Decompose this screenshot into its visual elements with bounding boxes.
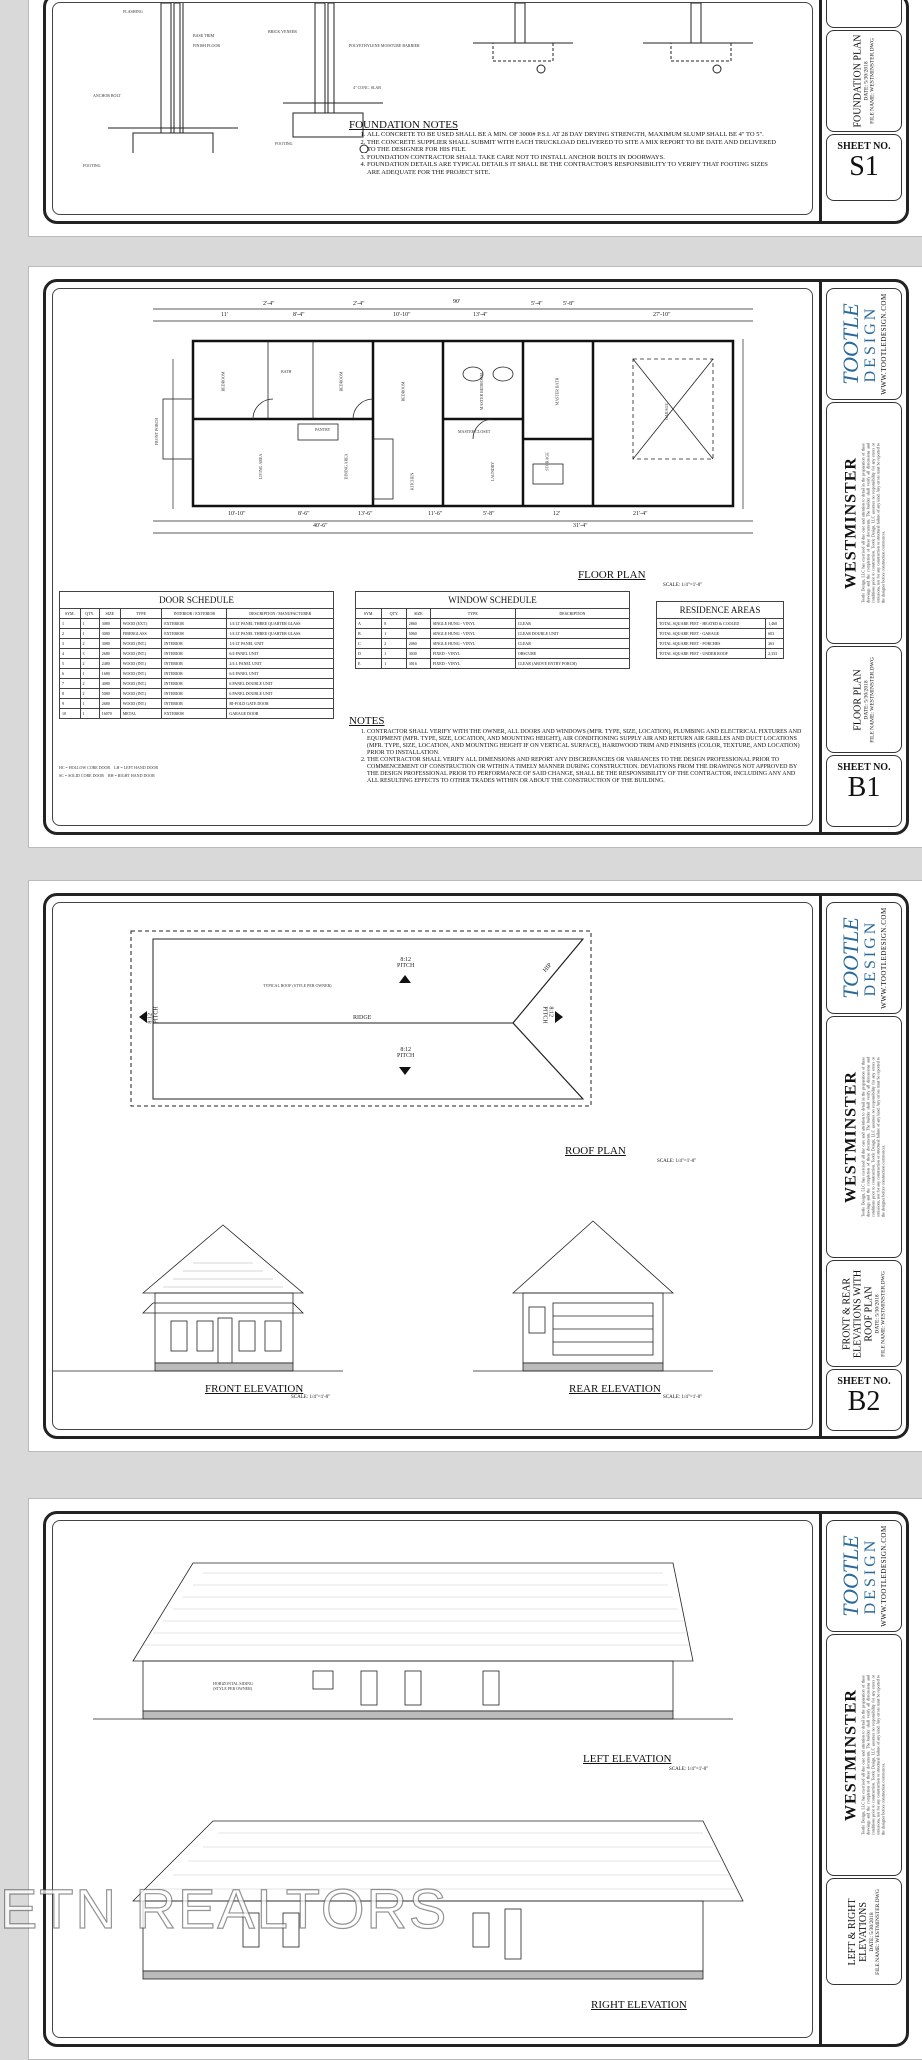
foundation-note: 1. ALL CONCRETE TO BE USED SHALL BE A MIN. OF 3000# P.S.I. AT 28 DAY DRYING STRENGTH, MAXIMUM SLUMP SHALL BE 4" TO 5".: [367, 131, 777, 139]
table-row: [356, 639, 630, 649]
bottom-dimension: 40'-6": [313, 523, 328, 529]
table-cell: CLEAR: [515, 619, 629, 629]
table-cell: 1: [382, 649, 407, 659]
copyright-notice: Tootle Design, LLC has exercised all due care and attention to detail in the preparation of these drawings and the completion of these documents. The builder shall verify all dimensions and conditions prior to construction. Tootle Design, LLC assumes no responsibility for any errors or omissions, nor for any construction or structural failure of any kind. Any errors must be reported to the designer before construction commences.: [860, 1675, 886, 1835]
table-cell: FIXED - VINYL: [430, 649, 515, 659]
door-legend: [59, 765, 158, 770]
table-cell: 3: [80, 649, 99, 659]
table-row: [60, 689, 334, 699]
table-cell: 5060: [406, 629, 430, 639]
title-block-sheet-number: [826, 1369, 902, 1431]
sheet-no-label: SHEET NO.: [837, 1376, 891, 1387]
table-cell: WOOD (INT.): [120, 669, 161, 679]
residence-areas-table: [656, 601, 784, 659]
table-cell: CLEAR DOUBLE UNIT: [515, 629, 629, 639]
notes-title: NOTES: [349, 715, 385, 727]
foundation-notes-title: FOUNDATION NOTES: [349, 119, 459, 131]
table-cell: WOOD (INT.): [120, 679, 161, 689]
right-elevation-title: RIGHT ELEVATION: [591, 1999, 687, 2011]
table-cell: D: [356, 649, 382, 659]
table-cell: INTERIOR: [162, 649, 227, 659]
sheet-title: FRONT & REAR ELEVATIONS WITH ROOF PLAN: [841, 1269, 875, 1358]
table-cell: TOTAL SQUARE FEET - GARAGE: [657, 629, 766, 639]
table-cell: 10: [60, 709, 81, 719]
front-elevation-title: FRONT ELEVATION: [205, 1383, 304, 1395]
table-cell: INTERIOR: [162, 699, 227, 709]
title-block: [822, 1514, 906, 2044]
residence-areas-title: RESIDENCE AREAS: [656, 601, 784, 618]
foundation-note: 3. FOUNDATION CONTRACTOR SHALL TAKE CARE NOT TO INSTALL ANCHOR BOLTS IN DOORWAYS.: [367, 154, 777, 162]
table-cell: WOOD (INT.): [120, 649, 161, 659]
sheet-title: FOUNDATION PLAN: [852, 34, 864, 128]
table-cell: 603: [766, 629, 784, 639]
column-header: DESCRIPTION / MANUFACTURER: [227, 609, 334, 619]
table-row: [60, 649, 334, 659]
table-cell: 2860: [406, 619, 430, 629]
title-block-sheet-title: [826, 646, 902, 753]
table-cell: 3: [60, 639, 81, 649]
window-schedule: [355, 591, 630, 669]
floor-plan-notes: [349, 729, 807, 785]
top-dimension: 8'-4": [293, 312, 305, 318]
door-schedule-title: DOOR SCHEDULE: [59, 591, 334, 608]
project-name: WESTMINSTER: [842, 1689, 860, 1821]
room-label: DINING AREA: [343, 453, 349, 480]
sheet-date: DATE: 5/30/2018: [863, 679, 870, 720]
tootle-design-logo: TOOTLE: [838, 1535, 863, 1617]
siding-note: HORIZONTAL SIDING (STYLE PER OWNER): [213, 1681, 253, 1691]
column-header: INTERIOR / EXTERIOR: [162, 609, 227, 619]
window-schedule-body: [356, 619, 630, 669]
table-cell: EXTERIOR: [162, 619, 227, 629]
table-cell: 4080: [99, 679, 120, 689]
drawing-border: [52, 288, 813, 826]
sheet-b3: [28, 1498, 922, 2060]
table-cell: BI-FOLD GATE DOOR: [227, 699, 334, 709]
table-cell: 1/4 LT PANEL UNIT: [227, 639, 334, 649]
elevations-drawing-area: [46, 896, 822, 1436]
logo-line-2: DESIGN: [862, 1537, 879, 1615]
door-schedule-body: [60, 619, 334, 719]
title-block-logo: [826, 288, 902, 400]
column-header: SYM.: [60, 609, 81, 619]
table-cell: 2: [80, 679, 99, 689]
table-cell: 3080: [99, 629, 120, 639]
drawing-border: [52, 902, 813, 1430]
room-label: BEDROOM: [400, 381, 406, 402]
table-cell: A: [356, 619, 382, 629]
left-elevation-scale: SCALE: 1/4"=1'-0": [669, 1767, 709, 1772]
residence-areas-body: [657, 619, 784, 659]
title-block-sheet-number: [826, 134, 902, 201]
sheet-file-name: FILE NAME: WESTMINSTER.DWG: [869, 38, 876, 124]
room-label: BATH: [281, 369, 292, 374]
table-cell: INTERIOR: [162, 639, 227, 649]
drawing-border: [52, 1520, 813, 2038]
top-dimension: 5'-8": [563, 301, 575, 307]
table-row: [356, 649, 630, 659]
title-block-logo: [826, 1520, 902, 1632]
detail-label: POLYETHYLENE MOISTURE BARRIER: [349, 43, 420, 48]
table-cell: 2: [60, 629, 81, 639]
table-cell: 1: [382, 659, 407, 669]
sheet-frame: [43, 1511, 909, 2047]
project-name: WESTMINSTER: [842, 457, 860, 589]
table-cell: METAL: [120, 709, 161, 719]
title-block-sheet-title: [826, 1260, 902, 1367]
sheet-frame: [43, 893, 909, 1439]
room-label: LAUNDRY: [490, 461, 496, 482]
bottom-dimension: 10'-10": [228, 511, 246, 517]
table-cell: 1: [60, 619, 81, 629]
door-legend: [59, 773, 155, 778]
roof-plan-drawing: [53, 903, 813, 1430]
bottom-dimension: 8'-6": [298, 511, 310, 517]
table-cell: 1: [80, 669, 99, 679]
table-row: [657, 629, 784, 639]
table-row: [60, 639, 334, 649]
title-block: [822, 282, 906, 832]
table-cell: FIBERGLASS: [120, 629, 161, 639]
detail-label: ANCHOR BOLT: [93, 93, 121, 98]
legend-item: LH = LEFT HAND DOOR: [114, 765, 159, 770]
table-cell: 2: [80, 639, 99, 649]
column-header: SYM.: [356, 609, 382, 619]
table-cell: SINGLE HUNG - VINYL: [430, 629, 515, 639]
table-row: [60, 619, 334, 629]
title-block: [822, 896, 906, 1436]
overall-dimension: 90': [453, 299, 461, 305]
table-cell: TOTAL SQUARE FEET - PORCHES: [657, 639, 766, 649]
room-label: LIVING AREA: [258, 453, 264, 480]
bottom-dimension: 12': [553, 511, 561, 517]
pitch-bottom: 8:12 PITCH: [397, 1047, 415, 1059]
table-row: [657, 619, 784, 629]
note-item: 1. CONTRACTOR SHALL VERIFY WITH THE OWNER, ALL DOORS AND WINDOWS (MFR. TYPE, SIZE, LOCATION), PLUMBING AND ELECTRICAL FIXTURES AND EQUIPMENT (MFR. TYPE, SIZE, LOCATION, AND MOUNTING HEIGHT), AIR CONDITIONING SUPPLY AIR AND RETURN AIR GRILLES AND DUCT LOCATIONS (MFR. TYPE, SIZE, LOCATION, AND MOUNTING HEIGHT IF ON VERTICAL SURFACE), HARDWOOD TRIM AND FINISHES (COLOR, TEXTURE, AND LOCATION) PRIOR TO INSTALLATION.: [367, 729, 807, 757]
sheet-date: DATE: 5/30/2018: [863, 61, 870, 101]
sheet-no-label: SHEET NO.: [837, 762, 891, 773]
tootle-design-logo: TOOTLE: [838, 917, 863, 999]
table-cell: 2: [382, 639, 407, 649]
room-label: MASTER BATH: [554, 377, 560, 406]
table-cell: FIXED - VINYL: [430, 659, 515, 669]
table-cell: SINGLE HUNG - VINYL: [430, 639, 515, 649]
foundation-drawing-area: [46, 0, 822, 221]
sheet-no-label: SHEET NO.: [837, 141, 891, 152]
roof-plan-scale: SCALE: 1/4"=1'-0": [657, 1159, 697, 1164]
table-row: [356, 619, 630, 629]
room-label: BEDROOM: [220, 371, 226, 392]
table-cell: 2680: [99, 699, 120, 709]
table-cell: 3030: [406, 649, 430, 659]
table-cell: 1: [80, 709, 99, 719]
logo-line-2: DESIGN: [862, 919, 879, 997]
bottom-dimension: 11'-6": [428, 511, 443, 517]
table-cell: 8: [382, 619, 407, 629]
drawing-border: [52, 2, 813, 215]
table-cell: 1/4 LT PANEL THREE QUARTER GLASS: [227, 629, 334, 639]
sheet-frame: [43, 279, 909, 835]
top-dimension: 27'-10": [653, 312, 671, 318]
table-row: [657, 649, 784, 659]
table-row: [60, 659, 334, 669]
hip-label: HIP: [542, 962, 554, 974]
table-row: [60, 679, 334, 689]
table-cell: TOTAL SQUARE FEET - HEATED & COOLED: [657, 619, 766, 629]
table-cell: INTERIOR: [162, 669, 227, 679]
table-cell: WOOD (INT.): [120, 659, 161, 669]
title-block-logo: [826, 902, 902, 1014]
table-cell: 2/4 L PANEL UNIT: [227, 659, 334, 669]
table-cell: C: [356, 639, 382, 649]
room-label: MASTER CLOSET: [458, 429, 491, 434]
top-dimension: 2'-4": [263, 301, 275, 307]
table-cell: 2060: [406, 639, 430, 649]
table-cell: 2480: [99, 659, 120, 669]
room-label: FRONT PORCH: [154, 417, 160, 446]
table-cell: 6/4 PANEL UNIT: [227, 649, 334, 659]
table-cell: 3080: [99, 619, 120, 629]
floor-plan-scale: SCALE: 1/4"=1'-0": [663, 583, 703, 588]
pitch-left: 8:12 PITCH: [147, 1006, 160, 1024]
column-header: TYPE: [430, 609, 515, 619]
title-block-project: [826, 402, 902, 644]
table-cell: 2,333: [766, 649, 784, 659]
table-cell: 3080: [99, 639, 120, 649]
sheet-b2: [28, 880, 922, 1452]
title-block-logo: [826, 0, 902, 28]
room-label: PANTRY: [315, 427, 331, 432]
bottom-dimension: 21'-4": [633, 511, 648, 517]
foundation-note: 4. FOUNDATION DETAILS ARE TYPICAL DETAILS IT SHALL BE THE CONTRACTOR'S RESPONSIBILITY TO VERIFY THAT FOOTING SIZES ARE ADEQUATE FOR THE PROJECT SITE.: [367, 161, 777, 176]
table-cell: TOTAL SQUARE FEET - UNDER ROOF: [657, 649, 766, 659]
top-dimension: 10'-10": [393, 312, 411, 318]
table-cell: CLEAR: [515, 639, 629, 649]
table-cell: 5: [60, 659, 81, 669]
top-dimension: 2'-4": [353, 301, 365, 307]
website-text: WWW.TOOTLEDESIGN.COM: [880, 1525, 888, 1627]
floor-plan-title: FLOOR PLAN: [578, 569, 646, 581]
column-header: QTY.: [382, 609, 407, 619]
table-cell: EXTERIOR: [162, 629, 227, 639]
table-cell: INTERIOR: [162, 679, 227, 689]
title-block-project: [826, 1016, 902, 1258]
table-cell: GARAGE DOOR: [227, 709, 334, 719]
detail-label: 4" CONC. SLAB: [353, 85, 381, 90]
sheet-file-name: FILE NAME: WESTMINSTER.DWG: [869, 656, 876, 743]
table-cell: 6: [60, 669, 81, 679]
sheet-no: S1: [849, 151, 879, 182]
table-cell: OBSCURE: [515, 649, 629, 659]
table-row: [356, 629, 630, 639]
sheet-title: FLOOR PLAN: [852, 668, 864, 731]
title-block: [822, 0, 906, 221]
room-label: MASTER BEDROOM: [479, 372, 485, 411]
table-cell: 4: [60, 649, 81, 659]
foundation-note: 2. THE CONCRETE SUPPLIER SHALL SUBMIT WITH EACH TRUCKLOAD DELIVERED TO SITE A MIX REPORT TO BE DATE AND DELIVERED TO THE DESIGNER FOR HIS FILE.: [367, 139, 777, 154]
legend-item: SC = SOLID CORE DOOR: [59, 773, 104, 778]
rear-elevation-scale: SCALE: 1/4"=1'-0": [663, 1395, 703, 1400]
side-elevations-drawing-area: [46, 1514, 822, 2044]
pitch-right: 8:12 PITCH: [541, 1006, 554, 1024]
project-name: WESTMINSTER: [842, 1071, 860, 1203]
detail-label: FINISH FLOOR: [193, 43, 221, 48]
table-cell: CLEAR (ABOVE ENTRY PORCH): [515, 659, 629, 669]
detail-label: BRICK VENEER: [268, 29, 297, 34]
rear-elevation-title: REAR ELEVATION: [569, 1383, 661, 1395]
table-cell: SINGLE HUNG - VINYL: [430, 619, 515, 629]
table-header-row: [60, 609, 334, 619]
bottom-dimension: 31'-4": [573, 523, 588, 529]
sheet-frame: [43, 0, 909, 224]
table-cell: 1: [80, 619, 99, 629]
table-cell: 263: [766, 639, 784, 649]
floor-plan-drawing: [53, 289, 813, 549]
roof-note: TYPICAL ROOF (STYLE PER OWNER): [263, 983, 332, 988]
top-dimension: 11': [221, 312, 228, 318]
table-row: [356, 659, 630, 669]
table-cell: E: [356, 659, 382, 669]
table-cell: WOOD (INT.): [120, 689, 161, 699]
title-block-sheet-title: [826, 30, 902, 132]
note-item: 2. THE CONTRACTOR SHALL VERIFY ALL DIMENSIONS AND REPORT ANY DISCREPANCIES OR VARIANCES TO THE DESIGN PROFESSIONAL PRIOR TO COMMENCEMENT OF CONSTRUCTION OR WITHIN A TIMELY MANNER DURING CONSTRUCTION. DEVIATIONS FROM THE DRAWINGS NOT APPROVED BY THE DESIGN PROFESSIONAL PRIOR TO PERFORMANCE OF SAID CHANGE, SHALL BE THE RESPONSIBILITY OF THE CONTRACTOR, INCLUDING ANY AND ALL RESULTING EFFECTS TO OTHER TRADES WITHIN OR ABOUT THE CONSTRUCTION OF THE BUILDING.: [367, 757, 807, 785]
table-cell: 5080: [99, 689, 120, 699]
table-cell: INTERIOR: [162, 689, 227, 699]
logo-line-2: DESIGN: [862, 305, 879, 383]
table-cell: 1: [80, 699, 99, 709]
top-dimension: 13'-4": [473, 312, 488, 318]
title-block-sheet-title: [826, 1878, 902, 1985]
column-header: SIZE: [99, 609, 120, 619]
table-row: [60, 669, 334, 679]
table-cell: 1680: [99, 669, 120, 679]
table-cell: 7: [60, 679, 81, 689]
table-cell: INTERIOR: [162, 659, 227, 669]
table-cell: WOOD (INT.): [120, 699, 161, 709]
website-text: WWW.TOOTLEDESIGN.COM: [880, 907, 888, 1009]
table-row: [60, 709, 334, 719]
room-label: STORAGE: [544, 452, 550, 471]
table-cell: 1,468: [766, 619, 784, 629]
sheet-file-name: FILE NAME: WESTMINSTER.DWG: [875, 1888, 881, 1975]
table-cell: 1: [382, 629, 407, 639]
table-cell: 16070: [99, 709, 120, 719]
realtor-watermark: ETN REALTORS: [0, 1877, 449, 1940]
column-header: DESCRIPTION: [515, 609, 629, 619]
sheet-date: DATE: 5/30/2018: [869, 1911, 875, 1952]
legend-item: RH = RIGHT HAND DOOR: [107, 773, 155, 778]
room-label: BEDROOM: [338, 371, 344, 392]
table-row: [60, 699, 334, 709]
website-text: WWW.TOOTLEDESIGN.COM: [880, 293, 888, 395]
table-row: [60, 629, 334, 639]
table-cell: 1/4 LT PANEL THREE QUARTER GLASS: [227, 619, 334, 629]
sheet-file-name: FILE NAME: WESTMINSTER.DWG: [880, 1270, 887, 1357]
title-block-sheet-number: [826, 755, 902, 827]
table-cell: 6 PANEL DOUBLE UNIT: [227, 679, 334, 689]
sheet-s1: [28, 0, 922, 237]
front-elevation-scale: SCALE: 1/4"=1'-0": [291, 1395, 331, 1400]
table-cell: 9: [60, 699, 81, 709]
tootle-design-logo: TOOTLE: [838, 303, 863, 385]
table-cell: 2: [80, 659, 99, 669]
copyright-notice: Tootle Design, LLC has exercised all due care and attention to detail in the preparation of these drawings and the completion of these documents. The builder shall verify all dimensions and conditions prior to construction. Tootle Design, LLC assumes no responsibility for any errors or omissions, nor for any construction or structural failure of any kind. Any errors must be reported to the designer before construction commences.: [860, 1057, 886, 1217]
table-cell: WOOD (INT.): [120, 639, 161, 649]
sheet-title: LEFT & RIGHT ELEVATIONS: [847, 1897, 869, 1966]
sheet-date: DATE: 5/30/2018: [874, 1293, 881, 1334]
column-header: TYPE: [120, 609, 161, 619]
floor-plan-drawing-area: [46, 282, 822, 832]
window-schedule-title: WINDOW SCHEDULE: [355, 591, 630, 608]
table-cell: 2: [80, 689, 99, 699]
detail-label: FOOTING: [275, 141, 293, 146]
sheet-no: B1: [847, 772, 881, 803]
detail-label: FOOTING: [83, 163, 101, 168]
ridge-label: RIDGE: [353, 1015, 372, 1021]
side-elevations-drawing: [53, 1521, 813, 2038]
left-elevation-title: LEFT ELEVATION: [583, 1753, 672, 1765]
table-cell: 2680: [99, 649, 120, 659]
copyright-notice: Tootle Design, LLC has exercised all due care and attention to detail in the preparation of these drawings and the completion of these documents. The builder shall verify all dimensions and conditions prior to construction. Tootle Design, LLC assumes no responsibility for any errors or omissions, nor for any construction or structural failure of any kind. Any errors must be reported to the designer before construction commences.: [860, 443, 886, 603]
column-header: SIZE: [406, 609, 430, 619]
sheet-b1: [28, 266, 922, 848]
room-label: GARAGE: [663, 403, 669, 420]
table-cell: B: [356, 629, 382, 639]
table-cell: 6/4 PANEL UNIT: [227, 669, 334, 679]
table-header-row: [356, 609, 630, 619]
roof-plan-title: ROOF PLAN: [565, 1145, 626, 1157]
title-block-project: [826, 1634, 902, 1876]
table-row: [657, 639, 784, 649]
table-cell: 3016: [406, 659, 430, 669]
sheet-no: B2: [847, 1386, 881, 1417]
table-cell: WOOD (EXT.): [120, 619, 161, 629]
bottom-dimension: 13'-6": [358, 511, 373, 517]
table-cell: 8: [60, 689, 81, 699]
legend-item: HC = HOLLOW CORE DOOR: [59, 765, 111, 770]
door-schedule: [59, 591, 334, 719]
table-cell: EXTERIOR: [162, 709, 227, 719]
top-dimension: 5'-4": [531, 301, 543, 307]
table-cell: 6 PANEL DOUBLE UNIT: [227, 689, 334, 699]
column-header: QTY.: [80, 609, 99, 619]
room-label: KITCHEN: [409, 472, 415, 491]
table-cell: 1: [80, 629, 99, 639]
detail-label: BASE TRIM: [193, 33, 215, 38]
bottom-dimension: 5'-8": [483, 511, 495, 517]
pitch-top: 8:12 PITCH: [397, 957, 415, 969]
foundation-notes-list: [349, 131, 777, 176]
detail-label: FLASHING: [123, 9, 143, 14]
